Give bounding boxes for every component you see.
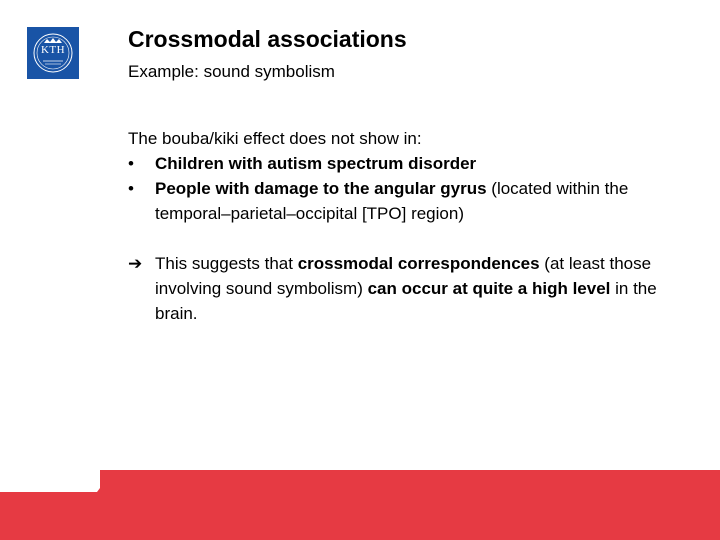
footer-red-band	[0, 470, 720, 540]
bullet-rest-text: (located within the temporal–parietal–occipital [TPO] region)	[155, 179, 629, 223]
slide-title: Crossmodal associations	[128, 26, 407, 52]
arrow-icon: ➔	[128, 254, 143, 273]
bullet-list	[128, 151, 658, 226]
bullet-marker: •	[128, 154, 134, 173]
bullet-marker: •	[128, 179, 134, 198]
conclusion-part-2: crossmodal correspondences	[297, 254, 540, 273]
bullet-item-angular-gyrus	[128, 176, 658, 226]
kth-logo	[27, 27, 79, 79]
bullet-bold-text: Children with autism spectrum disorder	[155, 154, 477, 173]
conclusion-part-5: in the brain.	[155, 279, 657, 323]
slide-body	[128, 126, 658, 326]
slide-subtitle: Example: sound symbolism	[128, 62, 335, 81]
conclusion-part-3: (at least those involving sound symbolism)	[155, 254, 652, 298]
bullet-bold-text: People with damage to the angular gyrus	[155, 179, 487, 198]
bullet-item-autism	[128, 151, 658, 176]
conclusion-part-4: can occur at quite a high level	[367, 279, 611, 298]
conclusion-part-1: This suggests that	[155, 254, 298, 273]
intro-text: The bouba/kiki effect does not show in:	[128, 129, 422, 148]
conclusion-paragraph	[128, 251, 658, 326]
logo-wordmark: KTH	[40, 44, 66, 56]
